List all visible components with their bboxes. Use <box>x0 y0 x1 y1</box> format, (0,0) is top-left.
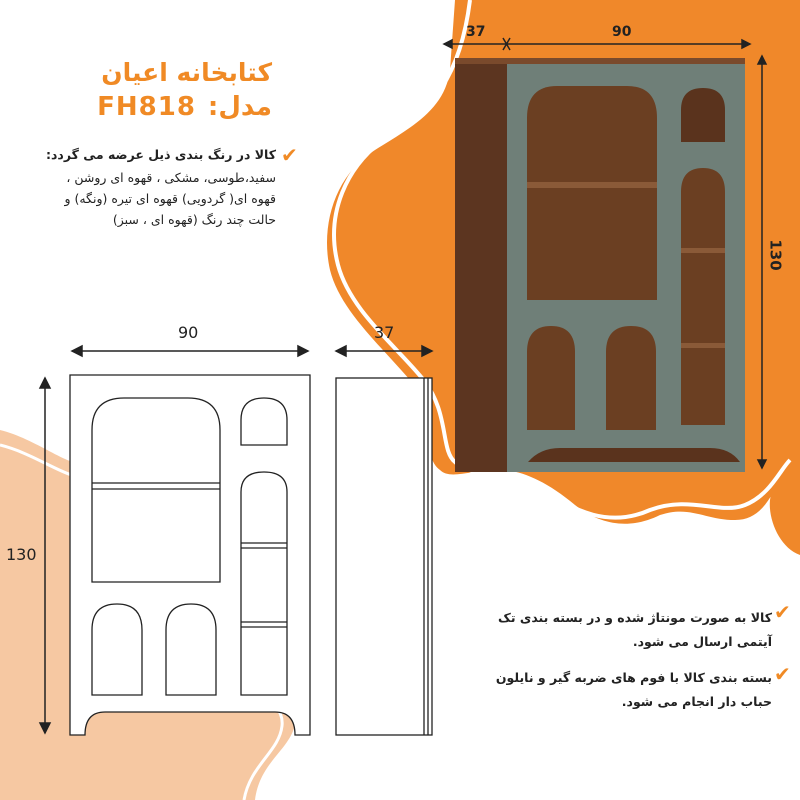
drawing-width-label: 90 <box>178 323 199 342</box>
photo-width-label: 90 <box>612 24 632 40</box>
note-packaging: بسته بندی کالا با فوم های ضربه گیر و نایلون حباب دار انجام می شود. <box>495 670 772 709</box>
photo-depth-label: 37 <box>466 24 486 40</box>
cabinet-photo <box>455 58 745 472</box>
check-icon: ✔ <box>281 143 298 167</box>
color-options-heading: کالا در رنگ بندی ذیل عرضه می گردد: <box>45 147 276 162</box>
drawing-height-label: 130 <box>6 545 37 564</box>
model-label: مدل: <box>207 92 272 122</box>
color-options-line: سفید،طوسی، مشکی ، قهوه ای روشن ، <box>66 170 276 185</box>
check-icon: ✔ <box>774 600 791 624</box>
color-options-line: قهوه ای( گردویی) قهوه ای تیره (ونگه) و <box>64 191 276 206</box>
drawing-depth-label: 37 <box>374 323 395 342</box>
note-assembly: کالا به صورت مونتاژ شده و در بسته بندی تک آیتمی ارسال می شود. <box>498 610 772 649</box>
model-code: FH818 <box>97 92 196 122</box>
model-row <box>60 92 272 122</box>
drawing-front <box>70 375 310 735</box>
color-options-line: حالت چند رنگ (قهوه ای ، سبز) <box>112 212 276 227</box>
photo-height-label: 130 <box>766 239 785 271</box>
product-title: کتابخانه اعیان <box>101 58 272 87</box>
check-icon: ✔ <box>774 662 791 686</box>
drawing-side <box>336 378 432 735</box>
color-options <box>14 147 276 230</box>
